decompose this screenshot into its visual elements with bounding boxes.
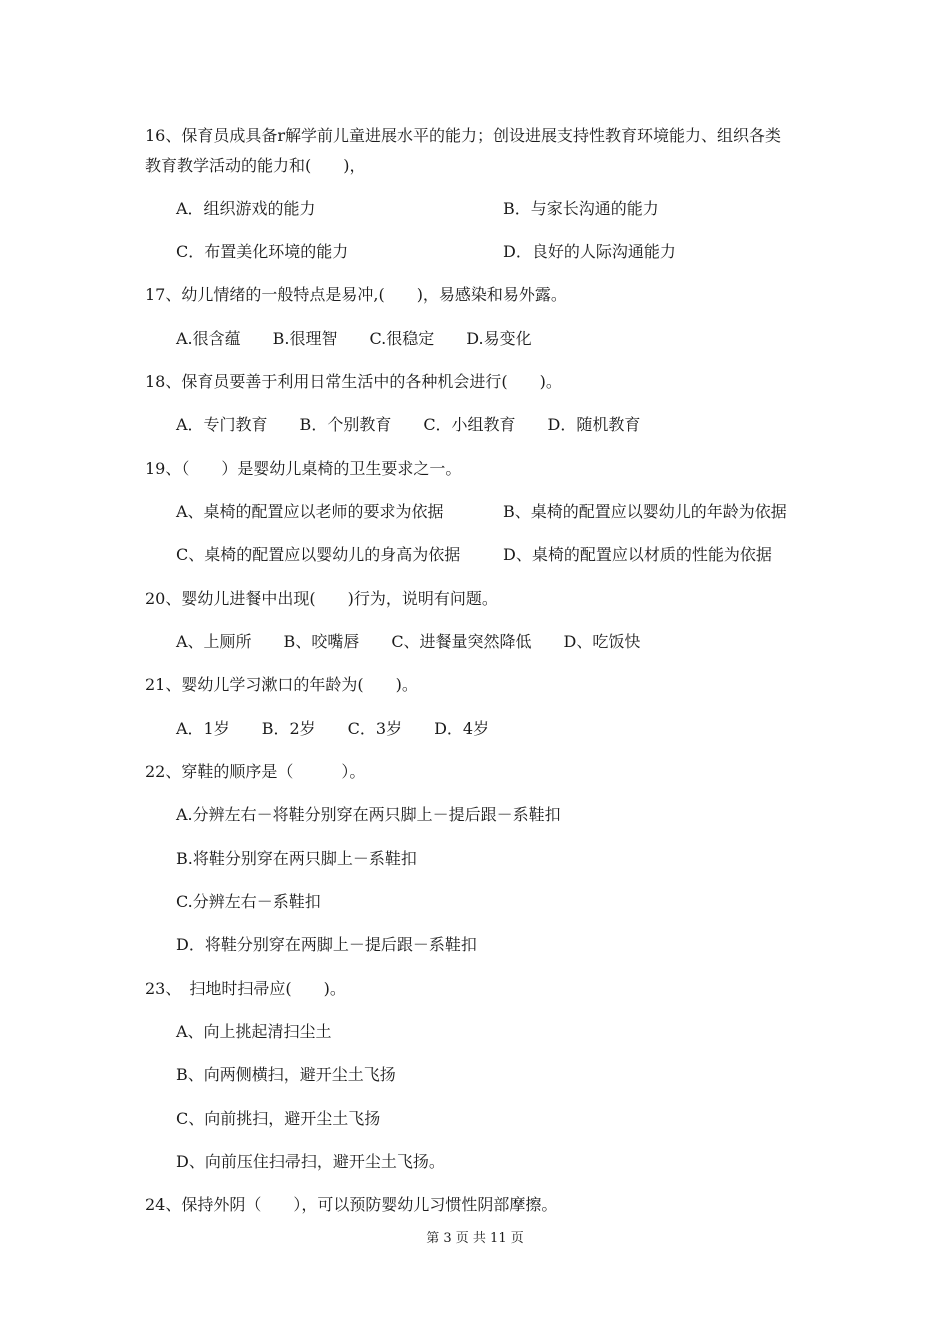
question-22-option-a: A.分辨左右－将鞋分别穿在两只脚上－提后跟－系鞋扣 <box>176 805 561 824</box>
question-23-option-b: B、向两侧横扫，避开尘土飞扬 <box>176 1065 396 1084</box>
question-17: 17、幼儿情绪的一般特点是易冲,( )，易感染和易外露。 <box>145 285 567 304</box>
question-16-option-c: C．布置美化环境的能力 <box>176 242 349 261</box>
question-23: 23、 扫地时扫帚应( )。 <box>145 979 346 998</box>
question-20: 20、婴幼儿进餐中出现( )行为，说明有问题。 <box>145 589 498 608</box>
question-24: 24、保持外阴（ ），可以预防婴幼儿习惯性阴部摩擦。 <box>145 1195 558 1214</box>
question-23-option-d: D、向前压住扫帚扫，避开尘土飞扬。 <box>176 1152 445 1171</box>
question-23-option-a: A、向上挑起清扫尘土 <box>176 1022 332 1041</box>
question-18-options: A．专门教育 B．个别教育 C．小组教育 D．随机教育 <box>176 415 641 434</box>
question-19-option-a: A、桌椅的配置应以老师的要求为依据 <box>176 502 444 521</box>
question-16-line-2: 教育教学活动的能力和( )， <box>145 156 366 175</box>
question-22-option-c: C.分辨左右－系鞋扣 <box>176 892 321 911</box>
question-19-option-c: C、桌椅的配置应以婴幼儿的身高为依据 <box>176 545 461 564</box>
question-18: 18、保育员要善于利用日常生活中的各种机会进行( )。 <box>145 372 562 391</box>
question-20-options: A、上厕所 B、咬嘴唇 C、进餐量突然降低 D、吃饭快 <box>176 632 641 651</box>
question-16-option-b: B．与家长沟通的能力 <box>503 199 659 218</box>
question-19: 19、（ ）是婴幼儿桌椅的卫生要求之一。 <box>145 459 462 478</box>
question-16-option-a: A．组织游戏的能力 <box>176 199 316 218</box>
question-21-options: A．1岁 B．2岁 C．3岁 D．4岁 <box>176 719 490 738</box>
question-19-option-d: D、桌椅的配置应以材质的性能为依据 <box>503 545 772 564</box>
question-23-option-c: C、向前挑扫，避开尘土飞扬 <box>176 1109 381 1128</box>
question-16-line-1: 16、保育员成具备r解学前儿童进展水平的能力；创设进展支持性教育环境能力、组织各类 <box>145 126 782 145</box>
question-19-option-b: B、桌椅的配置应以婴幼儿的年龄为依据 <box>503 502 787 521</box>
question-22: 22、穿鞋的顺序是（ ）。 <box>145 762 366 781</box>
question-17-options: A.很含蕴 B.很理智 C.很稳定 D.易变化 <box>176 329 532 348</box>
question-22-option-d: D．将鞋分别穿在两脚上－提后跟－系鞋扣 <box>176 935 477 954</box>
question-22-option-b: B.将鞋分别穿在两只脚上－系鞋扣 <box>176 849 417 868</box>
question-21: 21、婴幼儿学习漱口的年龄为( )。 <box>145 675 418 694</box>
page-footer: 第 3 页 共 11 页 <box>426 1231 524 1246</box>
question-16-option-d: D．良好的人际沟通能力 <box>503 242 676 261</box>
